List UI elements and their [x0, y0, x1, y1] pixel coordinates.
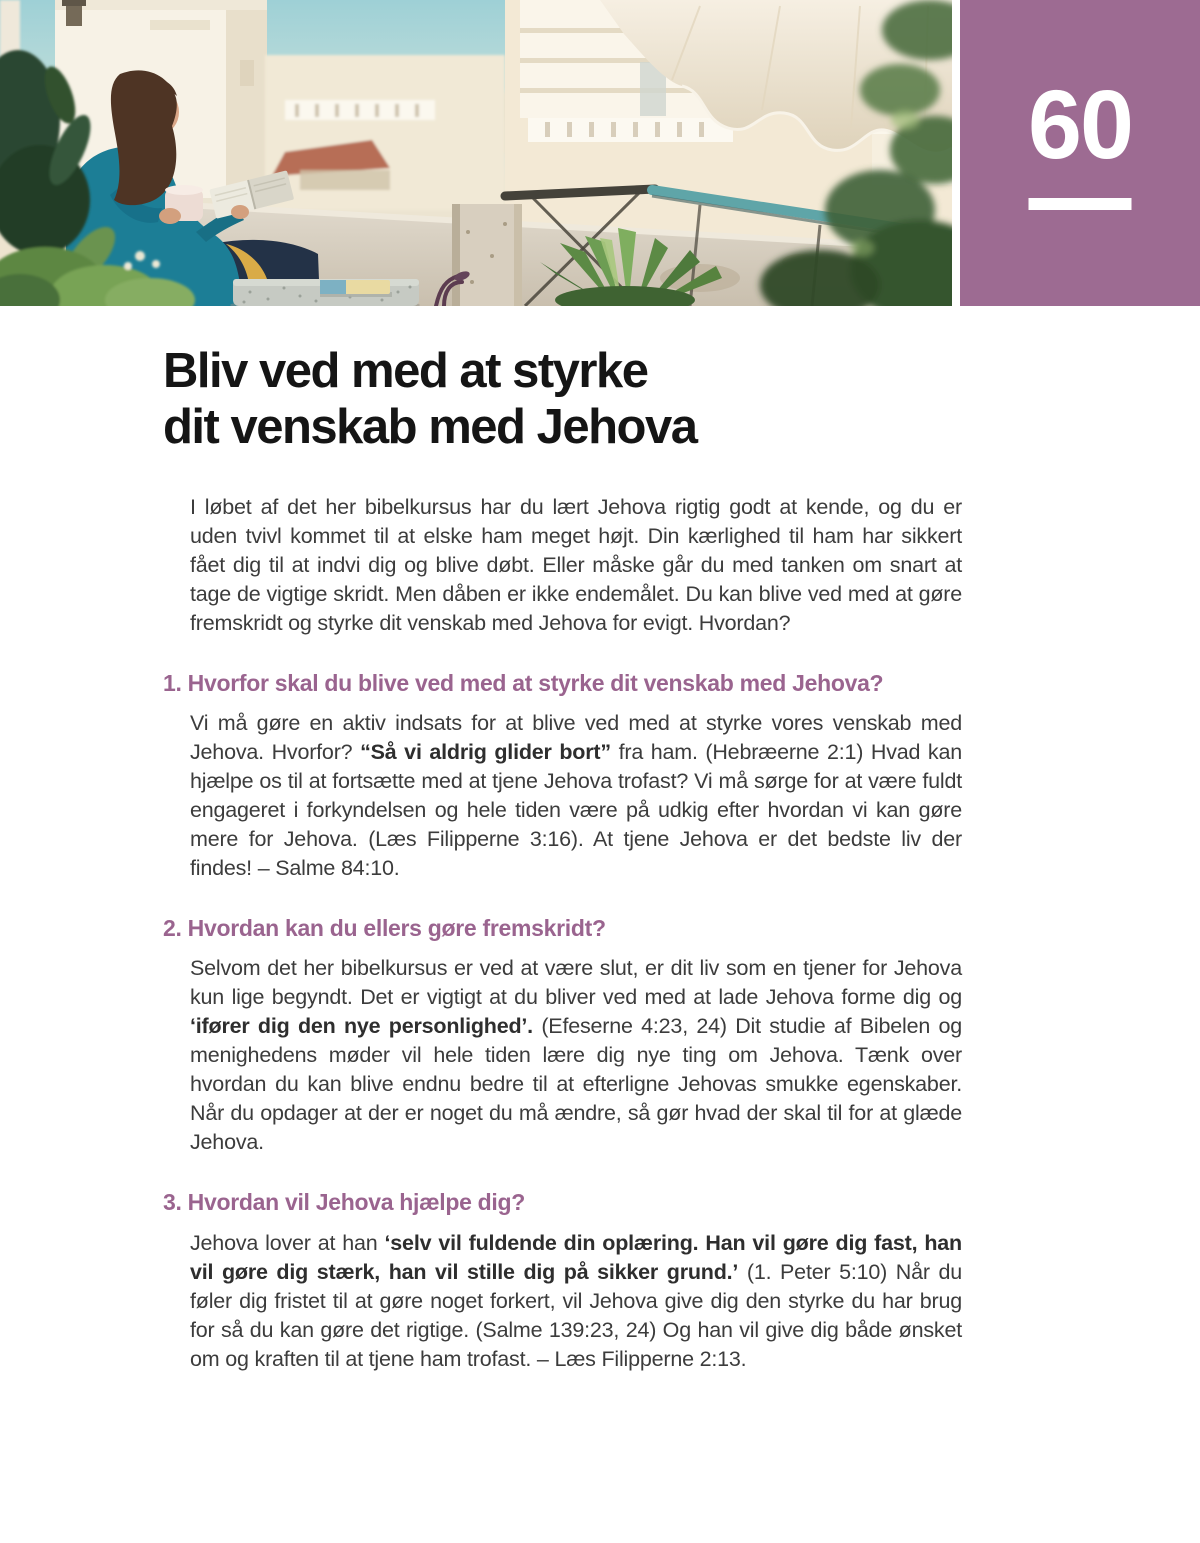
lesson-number: 60	[1028, 70, 1132, 179]
middle-buildings	[265, 55, 505, 210]
page-title	[163, 344, 962, 456]
coffee-mug	[159, 185, 203, 224]
question-3-paragraph: Jehova lover at han ‘selv vil fuldende din oplæring. Han vil gøre dig fast, han vil gøre dig stærk, han vil stille dig på sikker grund.’ (1. Peter 5:10) Når du føler dig fristet til at gøre noget forkert, vil Jehova give dig den styrke du har brug for så du kan gøre det rigtige. (Salme 139:23, 24) Og han vil give dig både ønsket om og kraften til at tjene ham trofast. – Læs Filipperne 2:13.	[190, 1230, 962, 1371]
question-3-heading: 3. Hvordan vil Jehova hjælpe dig?	[163, 1189, 526, 1216]
page-title-line2: dit venskab med Jehova	[163, 399, 697, 454]
side-table	[230, 279, 420, 306]
lesson-number-underline	[1029, 198, 1132, 210]
booklet-on-table	[320, 280, 392, 297]
hair	[111, 70, 177, 205]
question-2-paragraph: Selvom det her bibelkursus er ved at være slut, er dit liv som en tjener for Jehova kun lige begyndt. Det er vigtigt at du bliver ved med at lade Jehova forme dig og ‘ifører dig den nye personlighed’. (Efeserne 4:23, 24) Dit studie af Bibelen og menighedens møder vil hele tiden lære dig nye ting om Jehova. Tænk over hvordan du kan blive endnu bedre til at efterligne Jehovas smukke egenskaber. Når du opdager at der er noget du må ændre, så gør hvad der skal til for at glæde Jehova.	[190, 956, 963, 1155]
lesson-content	[163, 344, 962, 1374]
question-1-paragraph: Vi må gøre en aktiv indsats for at blive ved med at styrke vores venskab med Jehova. Hvorfor? “Så vi aldrig glider bort” fra ham. (Hebræerne 2:1) Hvad kan hjælpe os til at fortsætte med at tjene Jehova trofast? Vi må sørge for at være fuldt engageret i forkyndelsen og hele tiden være på udkig efter hvordan vi kan gøre mere for Jehova. (Læs Filipperne 3:16). At tjene Jehova er det bedste liv der findes! – Salme 84:10.	[190, 711, 962, 881]
page-title-line1: Bliv ved med at styrke	[163, 344, 648, 398]
question-1-heading: 1. Hvorfor skal du blive ved med at styrke dit venskab med Jehova?	[163, 669, 884, 696]
intro-paragraph: I løbet af det her bibelkursus har du lært Jehova rigtig godt at kende, og du er uden tvivl kommet til at elske ham meget højt. Din kærlighed til ham har sikkert fået dig til at indvi dig og blive døbt. Eller måske går du med tanken om snart at tage de vigtige skridt. Men dåben er ikke endemålet. Du kan blive ved med at gøre fremskridt og styrke dit venskab med Jehova for evigt. Hvordan?	[190, 494, 962, 635]
balcony-reading-photo	[0, 0, 952, 306]
hero-photo-region	[0, 0, 952, 306]
lesson-number-block	[960, 0, 1200, 306]
question-2-heading: 2. Hvordan kan du ellers gøre fremskridt?	[163, 915, 606, 942]
